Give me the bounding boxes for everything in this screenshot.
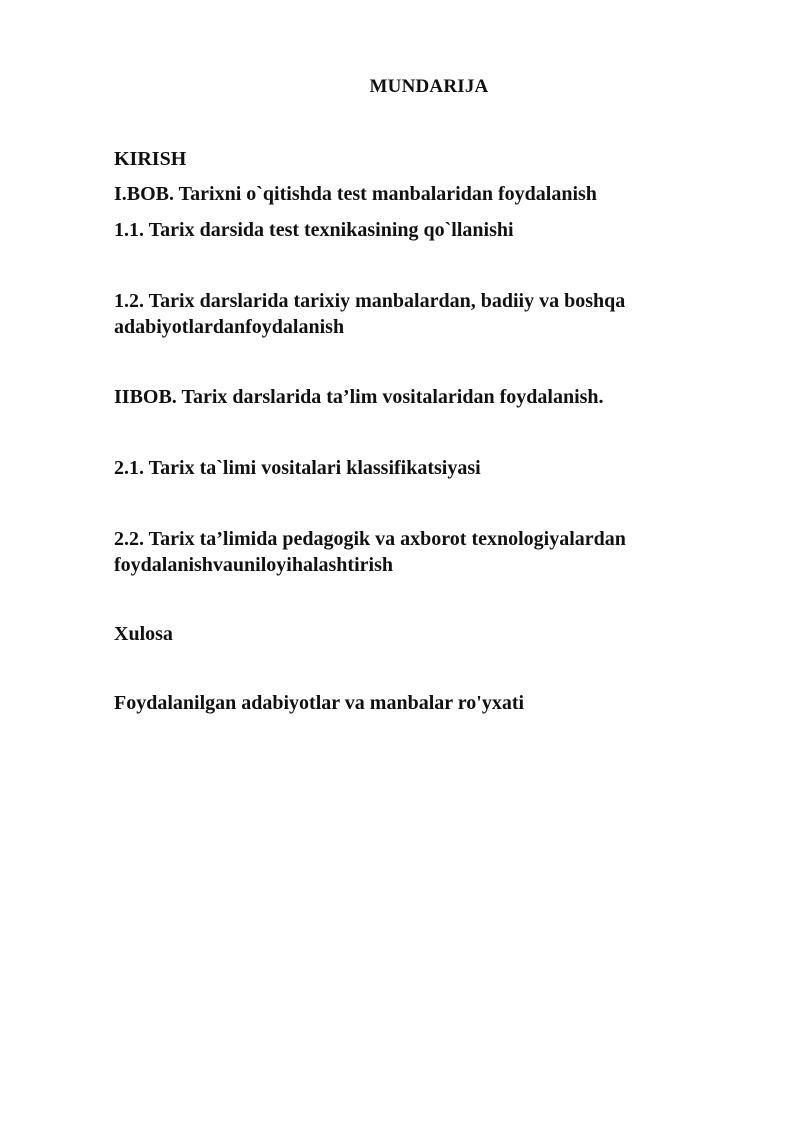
toc-entry-kirish: KIRISH (114, 148, 187, 170)
toc-entry-section-2-2: 2.2. Tarix ta’limida pedagogik va axborot texnologiyalardan foydalanishvauniloyihalashtirish (114, 528, 626, 576)
page-title: MUNDARIJA (369, 76, 489, 97)
toc-entry-section-1-1: 1.1. Tarix darsida test texnikasining qo`llanishi (114, 219, 514, 241)
toc-entry-references: Foydalanilgan adabiyotlar va manbalar ro'yxati (114, 692, 525, 714)
toc-entry-xulosa: Xulosa (114, 623, 173, 645)
toc-entry-chapter-1: I.BOB. Tarixni o`qitishda test manbalaridan foydalanish (114, 183, 597, 205)
toc-entry-section-1-2: 1.2. Tarix darslarida tarixiy manbalardan, badiiy va boshqa adabiyotlardanfoydalanish (114, 290, 626, 338)
toc-entry-chapter-2: IIBOB. Tarix darslarida ta’lim vositalaridan foydalanish. (114, 386, 604, 408)
toc-entry-section-2-1: 2.1. Tarix ta`limi vositalari klassifikatsiyasi (114, 457, 481, 479)
